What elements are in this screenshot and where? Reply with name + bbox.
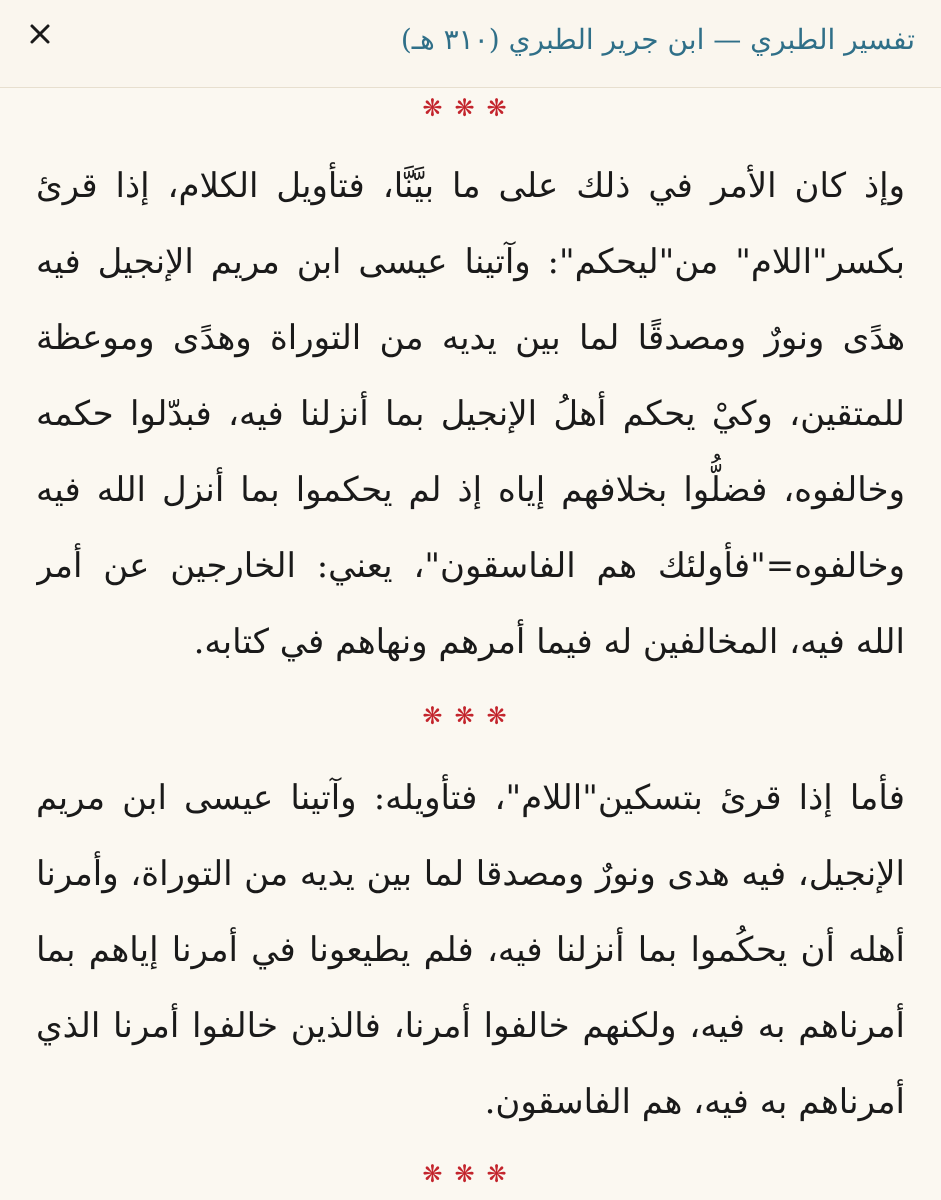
paragraph-1: وإذ كان الأمر في ذلك على ما بيَّنَّا، فتأويل الكلام، إذا قرئ بكسر"اللام" من"ليحكم": وآتينا عيسى ابن مريم الإنجيل فيه هدًى ونورٌ ومصدقًا لما بين يديه من التوراة وهدًى وموعظة للمتقين، وكيْ يحكم أهلُ الإنجيل بما أنزلنا فيه، فبدّلوا حكمه وخالفوه، فضلُّوا بخلافهم إياه إذ لم يحكموا بما أنزل الله فيه وخالفوه="فأولئك هم الفاسقون"، يعني: الخارجين عن أمر الله فيه، المخالفين له فيما أمرهم ونهاهم في كتابه. xyxy=(36,166,905,662)
section-divider: ❋❋❋ xyxy=(422,94,519,122)
section-divider: ❋❋❋ xyxy=(422,1160,519,1188)
paragraph-2: فأما إذا قرئ بتسكين"اللام"، فتأويله: وآتينا عيسى ابن مريم الإنجيل، فيه هدى ونورٌ ومصدقا لما بين يديه من التوراة، وأمرنا أهله أن يحكُموا بما أنزلنا فيه، فلم يطيعونا في أمرنا إياهم بما أمرناهم به فيه، ولكنهم خالفوا أمرنا، فالذين خالفوا أمرنا الذي أمرناهم به فيه، هم الفاسقون. xyxy=(36,778,905,1122)
header-bar xyxy=(0,0,941,88)
close-icon xyxy=(28,22,52,46)
close-button[interactable] xyxy=(22,14,58,54)
reader-content xyxy=(0,88,941,1200)
book-title: تفسير الطبري — ابن جرير الطبري (٣١٠ هـ) xyxy=(400,23,915,56)
section-divider: ❋❋❋ xyxy=(422,702,519,730)
